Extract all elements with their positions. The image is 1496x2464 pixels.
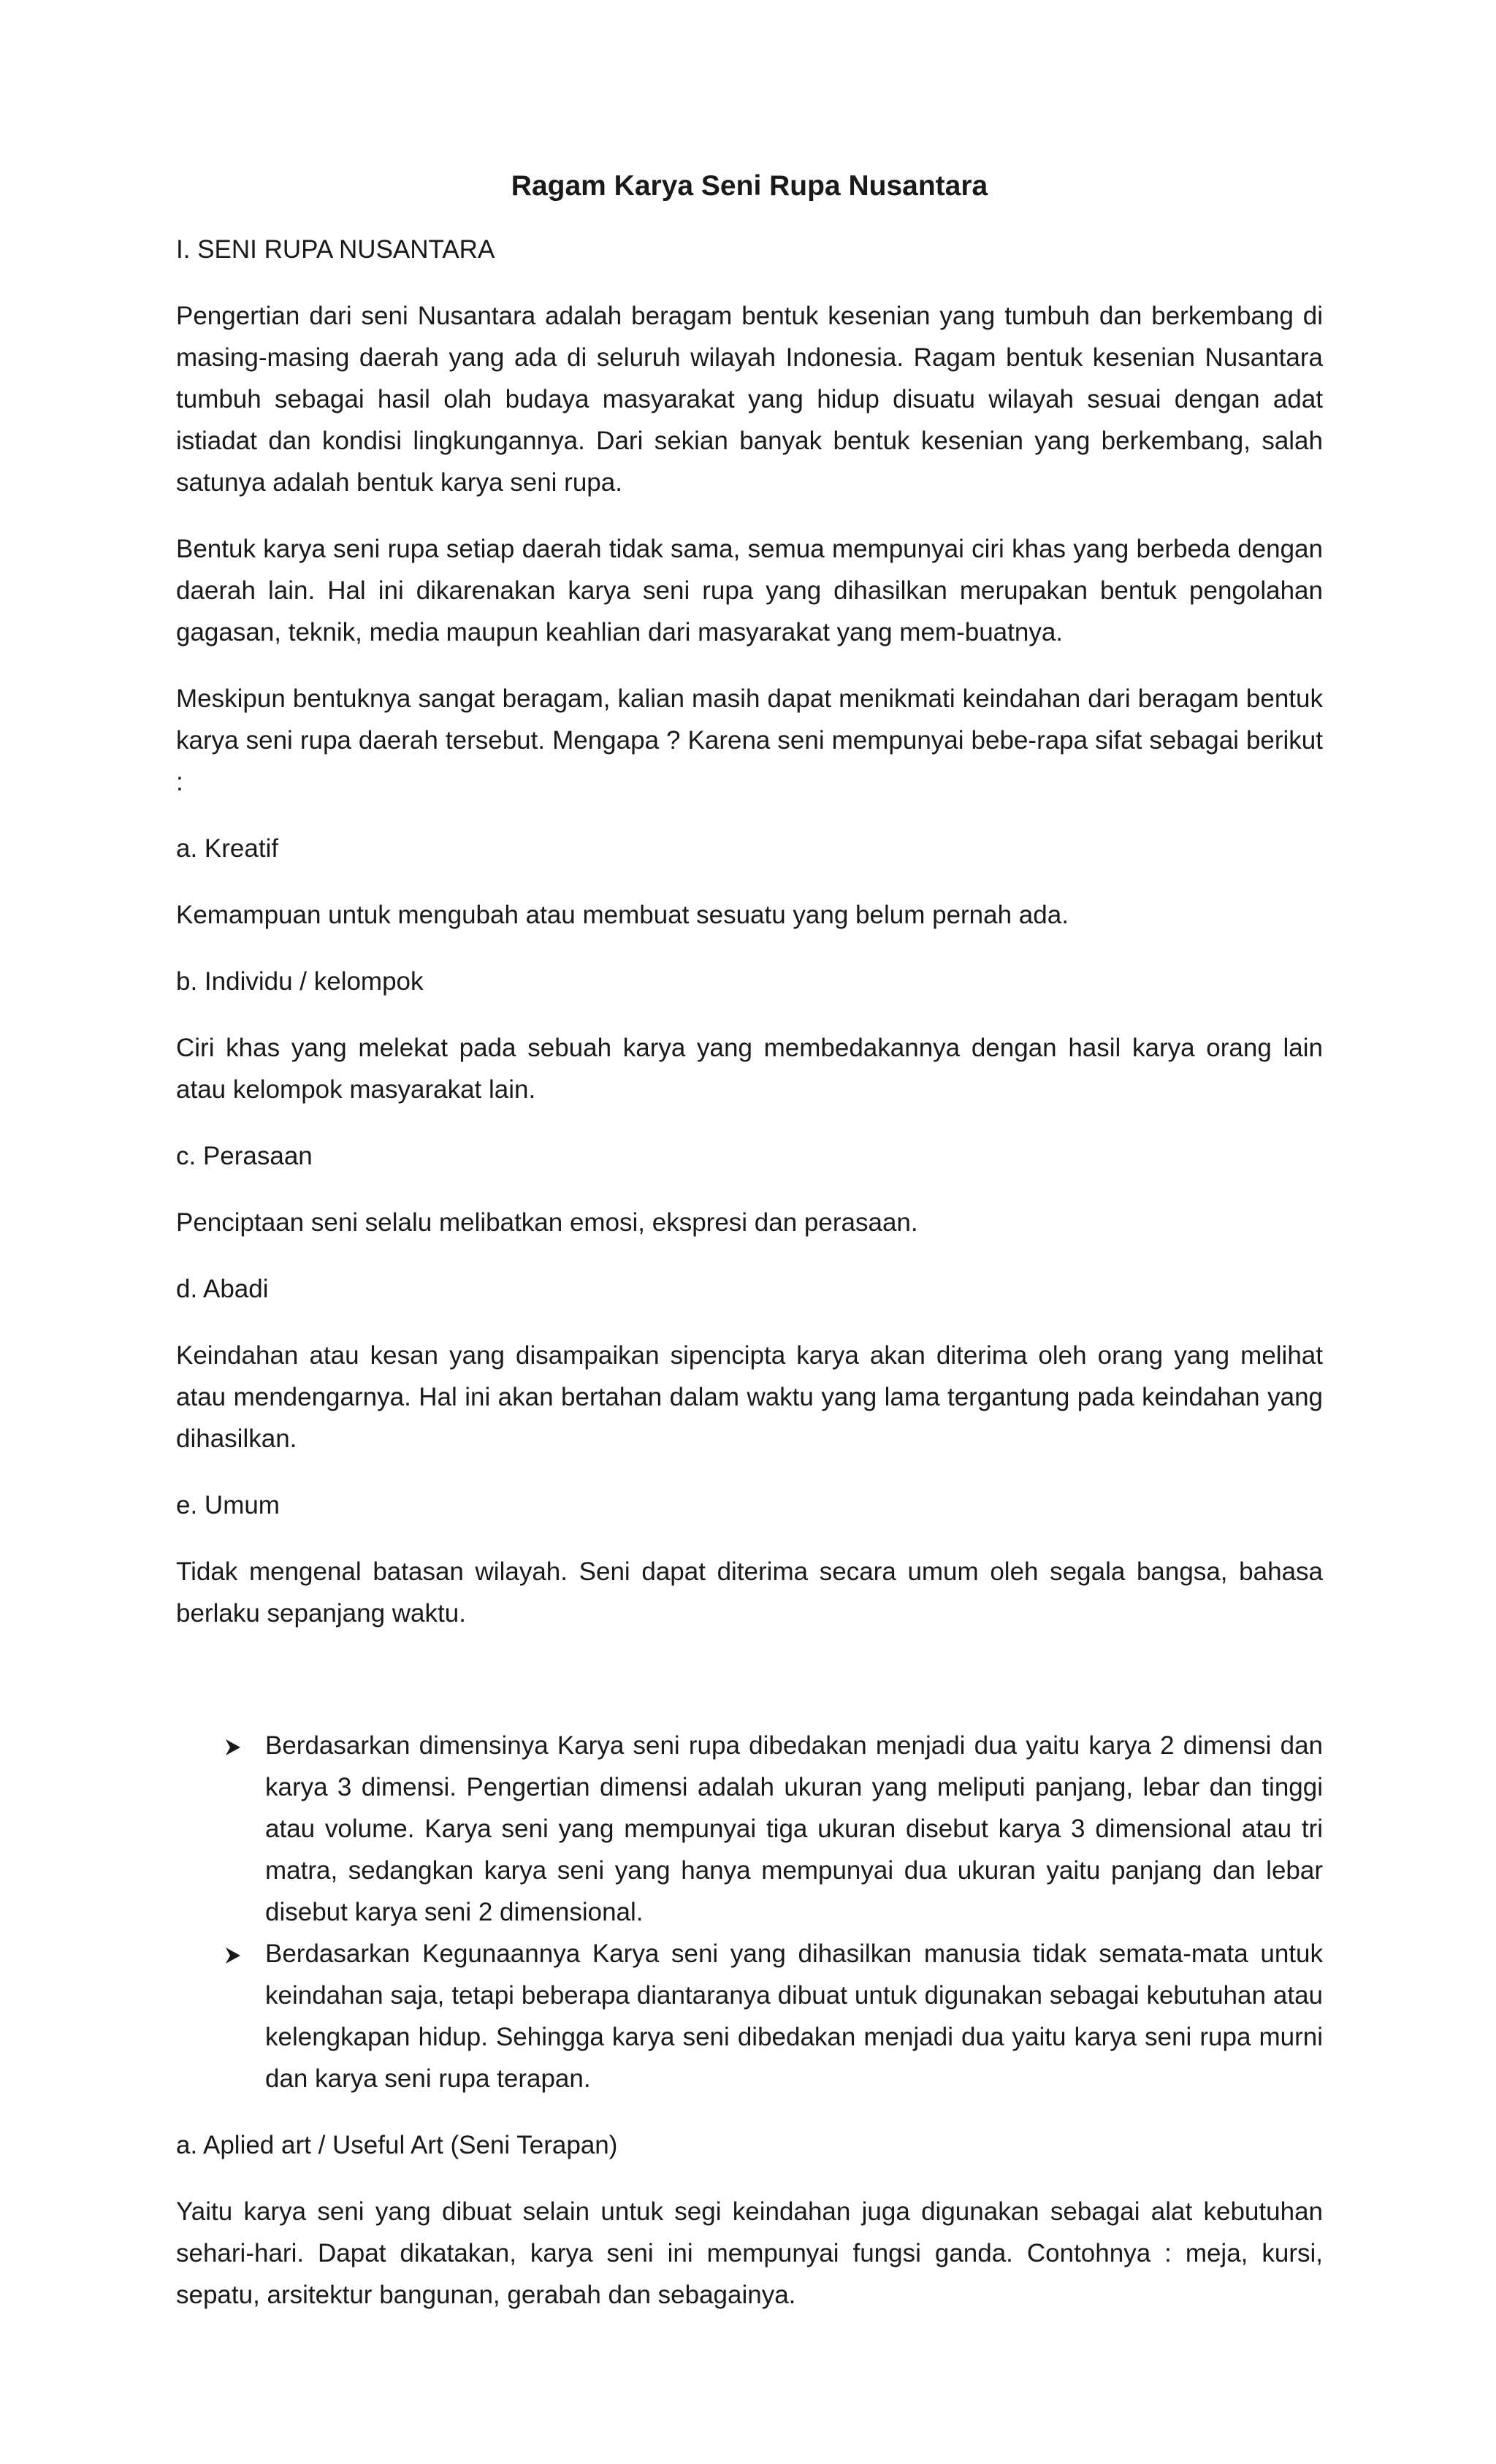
trait-description: Ciri khas yang melekat pada sebuah karya yang membedakannya dengan hasil karya orang lain atau kelompok masyarakat lain.: [176, 1033, 1323, 1104]
trait-label-kreatif: a. Kreatif: [176, 834, 279, 863]
trait-label-perasaan: c. Perasaan: [176, 1141, 313, 1170]
bullet-text: Berdasarkan Kegunaannya Karya seni yang dihasilkan manusia tidak semata-mata untuk keindahan saja, tetapi beberapa diantaranya dibuat untuk digunakan sebagai kebutuhan atau kelengkapan hidup. Sehingga karya seni dibedakan menjadi dua yaitu karya seni rupa murni dan karya seni rupa terapan.: [265, 1939, 1323, 2093]
paragraph: Meskipun bentuknya sangat beragam, kalian masih dapat menikmati keindahan dari beragam bentuk karya seni rupa daerah tersebut. Mengapa ? Karena seni mempunyai bebe-rapa sifat sebagai berikut :: [176, 684, 1323, 796]
bullet-list: [176, 1725, 1323, 2099]
section-heading: I. SENI RUPA NUSANTARA: [176, 234, 495, 264]
applied-art-label: a. Aplied art / Useful Art (Seni Terapan): [176, 2130, 618, 2159]
arrowhead-bullet-icon: [220, 1933, 246, 1975]
trait-description: Penciptaan seni selalu melibatkan emosi, ekspresi dan perasaan.: [176, 1208, 918, 1237]
paragraph: Pengertian dari seni Nusantara adalah beragam bentuk kesenian yang tumbuh dan berkembang di masing-masing daerah yang ada di seluruh wilayah Indonesia. Ragam bentuk kesenian Nusantara tumbuh sebagai hasil olah budaya masyarakat yang hidup disuatu wilayah sesuai dengan adat istiadat dan kondisi lingkungannya. Dari sekian banyak bentuk kesenian yang berkembang, salah satunya adalah bentuk karya seni rupa.: [176, 301, 1323, 497]
document-title: Ragam Karya Seni Rupa Nusantara: [511, 170, 988, 202]
bullet-text: Berdasarkan dimensinya Karya seni rupa dibedakan menjadi dua yaitu karya 2 dimensi dan karya 3 dimensi. Pengertian dimensi adalah ukuran yang meliputi panjang, lebar dan tinggi atau volume. Karya seni yang mempunyai tiga ukuran disebut karya 3 dimensional atau tri matra, sedangkan karya seni yang hanya mempunyai dua ukuran yaitu panjang dan lebar disebut karya seni 2 dimensional.: [265, 1731, 1323, 1926]
list-item: [265, 1725, 1323, 1933]
trait-description: Keindahan atau kesan yang disampaikan sipencipta karya akan diterima oleh orang yang melihat atau mendengarnya. Hal ini akan bertahan dalam waktu yang lama tergantung pada keindahan yang dihasilkan.: [176, 1340, 1323, 1453]
paragraph: Bentuk karya seni rupa setiap daerah tidak sama, semua mempunyai ciri khas yang berbeda dengan daerah lain. Hal ini dikarenakan karya seni rupa yang dihasilkan merupakan bentuk pengolahan gagasan, teknik, media maupun keahlian dari masyarakat yang mem-buatnya.: [176, 534, 1323, 646]
trait-label-abadi: d. Abadi: [176, 1274, 269, 1303]
trait-description: Tidak mengenal batasan wilayah. Seni dapat diterima secara umum oleh segala bangsa, bahasa berlaku sepanjang waktu.: [176, 1557, 1323, 1628]
document-page: [176, 169, 1323, 2341]
trait-label-individu: b. Individu / kelompok: [176, 966, 424, 996]
trait-label-umum: e. Umum: [176, 1490, 280, 1519]
trait-description: Kemampuan untuk mengubah atau membuat sesuatu yang belum pernah ada.: [176, 900, 1069, 929]
blank-space: [176, 1659, 1323, 1725]
arrowhead-bullet-icon: [220, 1725, 246, 1766]
list-item: [265, 1933, 1323, 2099]
applied-art-description: Yaitu karya seni yang dibuat selain untuk segi keindahan juga digunakan sebagai alat kebutuhan sehari-hari. Dapat dikatakan, karya seni ini mempunyai fungsi ganda. Contohnya : meja, kursi, sepatu, arsitektur bangunan, gerabah dan sebagainya.: [176, 2197, 1323, 2309]
